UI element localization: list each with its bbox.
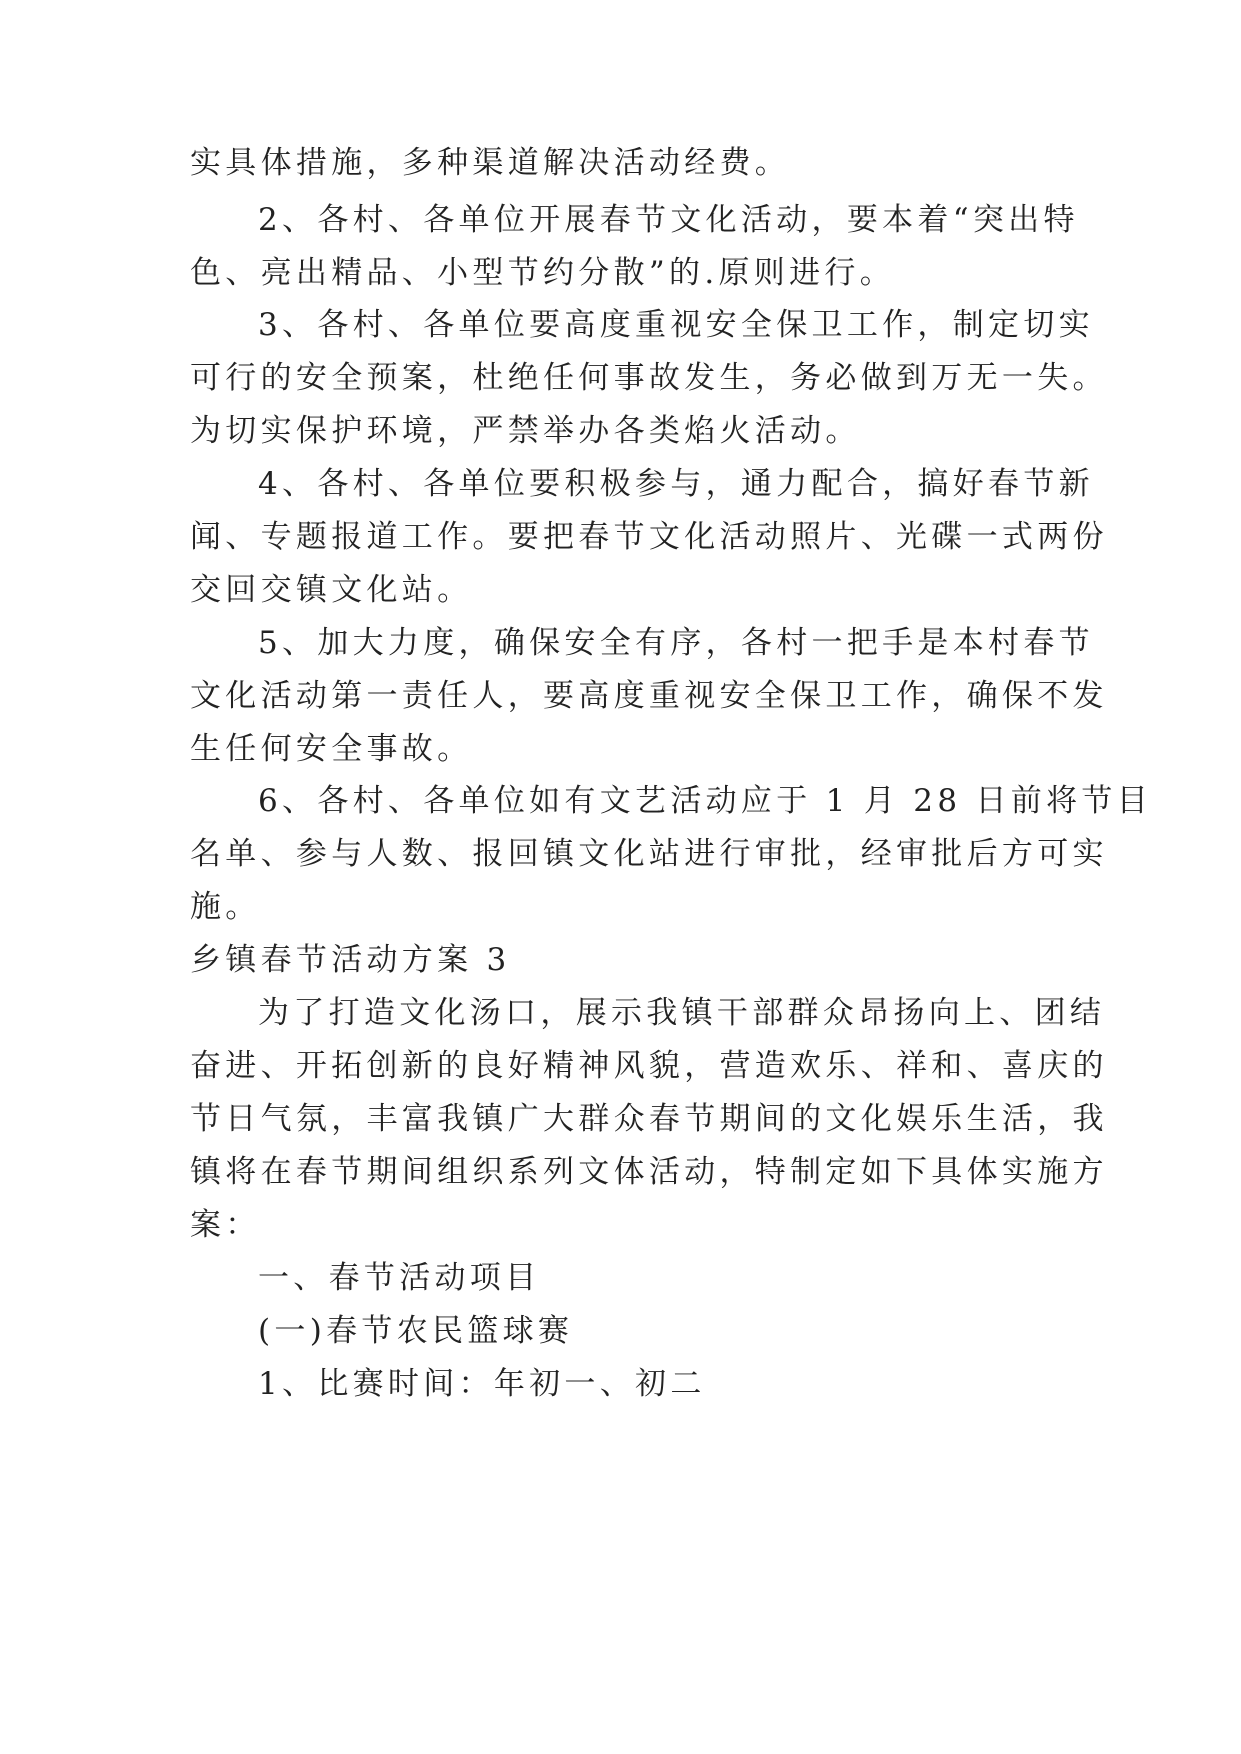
text-line: 为切实保护环境，严禁举办各类焰火活动。: [190, 413, 861, 449]
paragraph-item-5-line: 5、加大力度，确保安全有序，各村一把手是本村春节: [258, 625, 1094, 661]
item-detail-line: 1、比赛时间：年初一、初二: [258, 1366, 706, 1402]
text-line: 节日气氛，丰富我镇广大群众春节期间的文化娱乐生活，我: [190, 1101, 1108, 1137]
text-line: 文化活动第一责任人，要高度重视安全保卫工作，确保不发: [190, 678, 1108, 714]
paragraph-item-3-line: 3、各村、各单位要高度重视安全保卫工作，制定切实: [258, 307, 1094, 343]
text-line: 名单、参与人数、报回镇文化站进行审批，经审批后方可实: [190, 836, 1108, 872]
text-line: 奋进、开拓创新的良好精神风貌，营造欢乐、祥和、喜庆的: [190, 1048, 1108, 1084]
paragraph-item-6-line: 6、各村、各单位如有文艺活动应于 1 月 28 日前将节目: [258, 783, 1153, 819]
text-line: 交回交镇文化站。: [190, 572, 473, 608]
text-line: 可行的安全预案，杜绝任何事故发生，务必做到万无一失。: [190, 360, 1108, 396]
paragraph-item-2-line: 2、各村、各单位开展春节文化活动，要本着“突出特: [258, 202, 1079, 238]
text-line: 镇将在春节期间组织系列文体活动，特制定如下具体实施方: [190, 1154, 1108, 1190]
text-line: 生任何安全事故。: [190, 731, 473, 767]
intro-paragraph-line: 为了打造文化汤口，展示我镇干部群众昂扬向上、团结: [258, 995, 1106, 1031]
text-line: 案：: [190, 1207, 261, 1243]
subsection-heading: 一、春节活动项目: [258, 1260, 541, 1296]
text-line: 施。: [190, 889, 261, 925]
text-line: 闻、专题报道工作。要把春节文化活动照片、光碟一式两份: [190, 519, 1108, 555]
text-line: 实具体措施，多种渠道解决活动经费。: [190, 145, 791, 181]
paragraph-item-4-line: 4、各村、各单位要积极参与，通力配合，搞好春节新: [258, 466, 1094, 502]
section-heading: 乡镇春节活动方案 3: [190, 942, 511, 978]
item-heading: (一)春节农民篮球赛: [258, 1313, 574, 1349]
text-line: 色、亮出精品、小型节约分散”的.原则进行。: [190, 255, 895, 291]
